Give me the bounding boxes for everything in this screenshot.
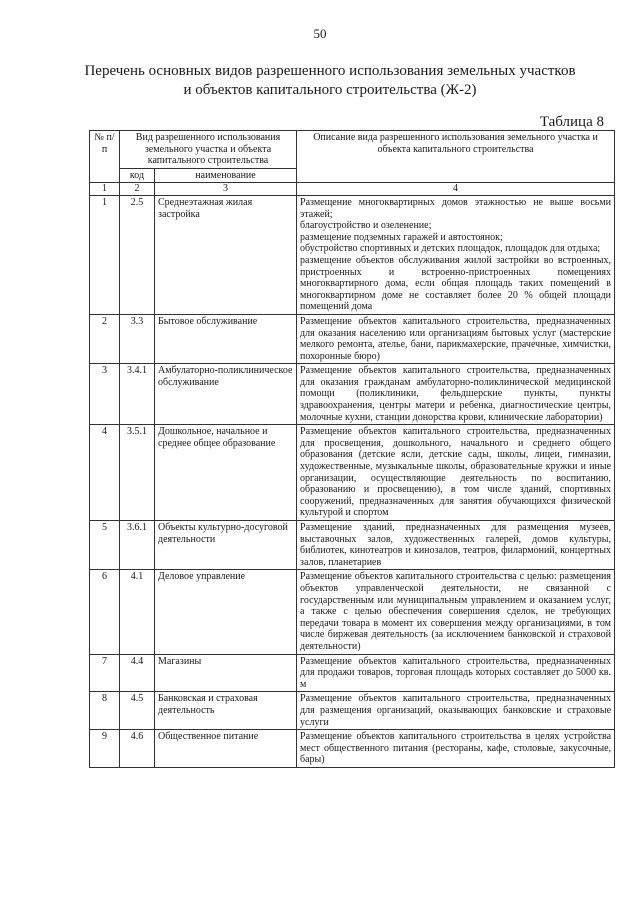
row-description (297, 195, 615, 314)
description-line: Размещение объектов капитального строительства с целью: размещения объектов управленческой деятельности, не связанной с государственным или муниципальным управлением и оказанием услуг, а также с целью обеспечения совершения сделок, не требующих передачи товара в момент их совершения между организациями, в том числе биржевая деятельность (за исключением банковской и страховой деятельности) (300, 571, 612, 652)
description-line: обустройство спортивных и детских площадок, площадок для отдыха; (300, 243, 601, 255)
row-name: Объекты культурно-досуговой деятельности (155, 521, 297, 570)
description-line: Размещение объектов капитального строительства, предназначенных для оказания населению или организациям бытовых услуг (мастерские мелкого ремонта, ателье, бани, парикмахерские, прачечные, химчистки, похоронные бюро) (300, 315, 612, 362)
table-row (90, 364, 615, 425)
header-kind: Вид разрешенного использования земельного участка и объекта капитального строительства (120, 131, 297, 169)
column-index-2: 2 (120, 183, 155, 196)
row-code: 4.6 (120, 730, 155, 768)
land-use-table (89, 130, 615, 768)
table-row (90, 425, 615, 521)
row-number: 7 (90, 654, 120, 692)
table-row (90, 314, 615, 363)
header-num: № п/п (90, 131, 120, 183)
row-number: 5 (90, 521, 120, 570)
row-description (297, 654, 615, 692)
description-line: Размещение объектов капитального строительства, предназначенных для продажи товаров, торговая площадь которых составляет до 5000 кв. м (300, 655, 612, 690)
row-number: 4 (90, 425, 120, 521)
table-row (90, 692, 615, 730)
row-description (297, 314, 615, 363)
row-code: 3.3 (120, 314, 155, 363)
row-number: 2 (90, 314, 120, 363)
row-description (297, 364, 615, 425)
document-title (60, 62, 600, 100)
row-description (297, 425, 615, 521)
description-line: размещение подземных гаражей и автостоянок; (300, 231, 503, 243)
row-number: 3 (90, 364, 120, 425)
table-body (90, 195, 615, 767)
table-row (90, 195, 615, 314)
column-index-4: 4 (297, 183, 615, 196)
row-description (297, 692, 615, 730)
row-code: 3.6.1 (120, 521, 155, 570)
description-line: Размещение объектов капитального строительства в целях устройства мест общественного питания (рестораны, кафе, столовые, закусочные, бары) (300, 731, 612, 766)
row-code: 4.5 (120, 692, 155, 730)
row-description (297, 570, 615, 654)
table-row (90, 730, 615, 768)
description-line: размещение объектов обслуживания жилой застройки во встроенных, пристроенных и встроенно-пристроенных помещениях многоквартирного дома, если общая площадь таких помещений в многоквартирном доме не составляет более 20 % общей площади помещений дома (300, 254, 612, 313)
row-code: 2.5 (120, 195, 155, 314)
row-name: Амбулаторно-поликлиническое обслуживание (155, 364, 297, 425)
row-number: 8 (90, 692, 120, 730)
row-name: Деловое управление (155, 570, 297, 654)
column-index-3: 3 (155, 183, 297, 196)
row-code: 3.4.1 (120, 364, 155, 425)
description-line: Размещение многоквартирных домов этажностью не выше восьми этажей; (300, 196, 612, 220)
row-description (297, 521, 615, 570)
row-number: 6 (90, 570, 120, 654)
row-name: Магазины (155, 654, 297, 692)
row-number: 9 (90, 730, 120, 768)
table-row (90, 654, 615, 692)
row-name: Банковская и страховая деятельность (155, 692, 297, 730)
description-line: Размещение объектов капитального строительства, предназначенных для размещения организаций, оказывающих банковские и страховые услуги (300, 693, 612, 728)
page-number: 50 (313, 26, 327, 41)
row-name: Бытовое обслуживание (155, 314, 297, 363)
column-index-1: 1 (90, 183, 120, 196)
row-number: 1 (90, 195, 120, 314)
description-line: благоустройство и озеленение; (300, 220, 432, 232)
row-code: 4.4 (120, 654, 155, 692)
description-line: Размещение объектов капитального строительства, предназначенных для просвещения, дошкольного, начального и среднего общего образования (детские ясли, детские сады, школы, лицеи, гимназии, художественные, музыкальные школы, образовательные кружки и иные организации, осуществляющие деятельность по воспитанию, образованию и просвещению), в том числе зданий, спортивных сооружений, предназначенных для занятия обучающихся физической культурой и спортом (300, 426, 612, 519)
table-caption: Таблица 8 (539, 114, 604, 130)
table-row (90, 521, 615, 570)
row-code: 3.5.1 (120, 425, 155, 521)
row-name: Среднеэтажная жилая застройка (155, 195, 297, 314)
header-code: код (120, 168, 155, 183)
table-row (90, 570, 615, 654)
row-code: 4.1 (120, 570, 155, 654)
row-description (297, 730, 615, 768)
row-name: Общественное питание (155, 730, 297, 768)
description-line: Размещение зданий, предназначенных для размещения музеев, выставочных залов, художественных галерей, домов культуры, библиотек, кинотеатров и кинозалов, театров, филармоний, концертных залов, планетариев (300, 522, 612, 568)
title-line-2: и объектов капитального строительства (Ж-2) (183, 82, 477, 98)
header-name: наименование (155, 168, 297, 183)
title-line-1: Перечень основных видов разрешенного использования земельных участков (84, 63, 576, 79)
header-desc: Описание вида разрешенного использования земельного участка и объекта капитального строительства (297, 131, 615, 183)
description-line: Размещение объектов капитального строительства, предназначенных для оказания гражданам амбулаторно-поликлинической медицинской помощи (поликлиники, фельдшерские пункты, пункты здравоохранения, центры матери и ребенка, диагностические центры, молочные кухни, станции донорства крови, клинические лаборатории) (300, 365, 612, 423)
row-name: Дошкольное, начальное и среднее общее образование (155, 425, 297, 521)
